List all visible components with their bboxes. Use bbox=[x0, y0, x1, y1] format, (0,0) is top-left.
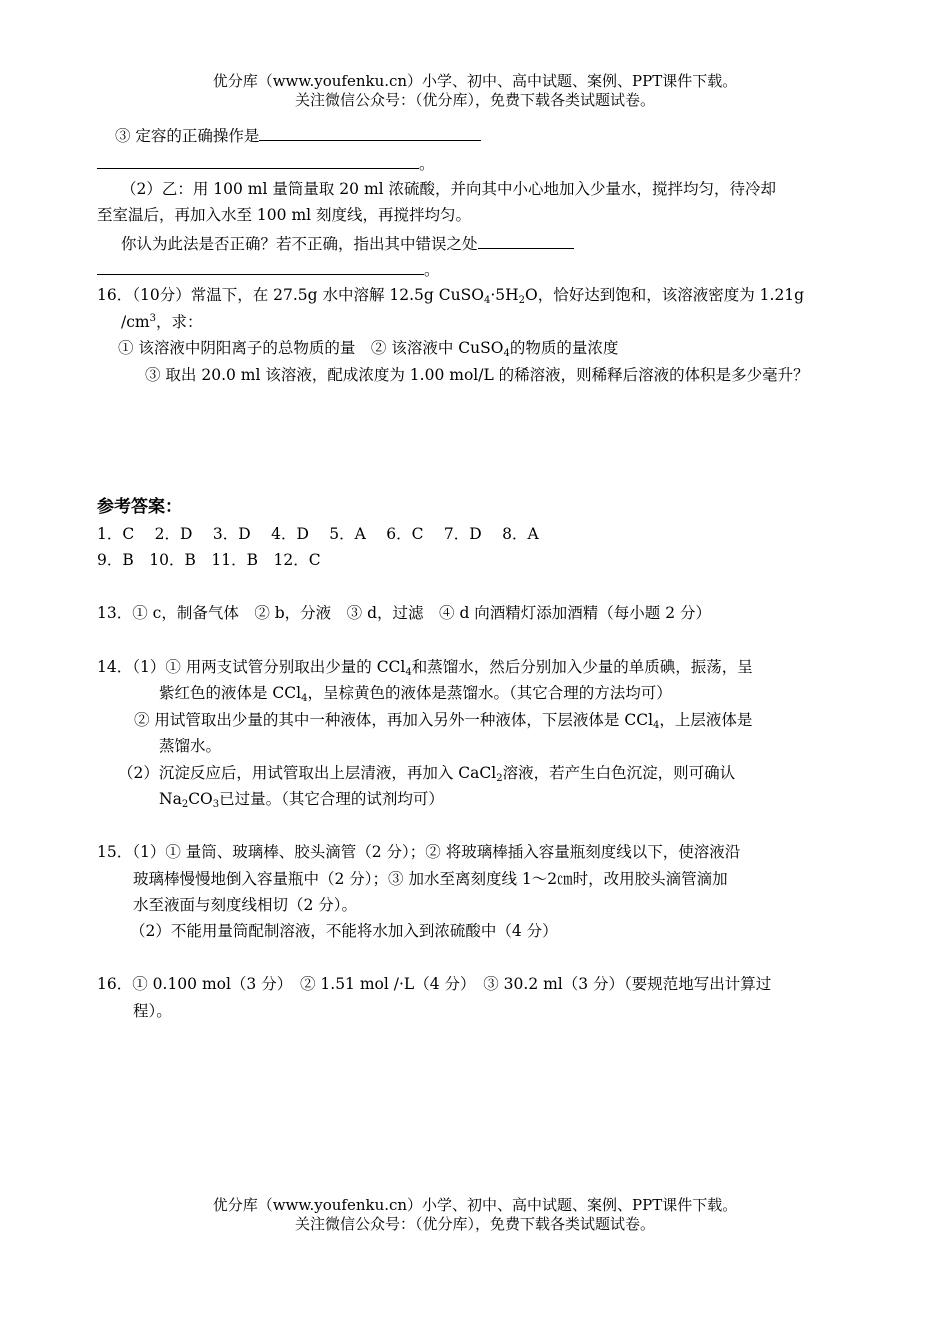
q15-2-ask bbox=[121, 232, 574, 255]
q16-text: ① 该溶液中阴阳离子的总物质的量 ② 该溶液中 CuSO bbox=[118, 339, 504, 357]
answer-text: 溶液，若产生白色沉淀，则可确认 bbox=[502, 764, 736, 782]
answer-14-line-3 bbox=[134, 709, 752, 731]
period: 。 bbox=[419, 155, 435, 173]
answer-14-line-2 bbox=[159, 682, 672, 704]
answer-text: ② 用试管取出少量的其中一种液体，再加入另外一种液体，下层液体是 CCl bbox=[134, 711, 654, 729]
answers-title: 参考答案： bbox=[97, 497, 182, 517]
q16-text: ，求： bbox=[155, 313, 203, 331]
q16-line-4: ③ 取出 20.0 ml 该溶液，配成浓度为 1.00 mol/L 的稀溶液，则稀释后溶液的体积是多少毫升？ bbox=[145, 366, 809, 384]
answer-14-line-5 bbox=[118, 762, 735, 784]
footer-line-2: 关注微信公众号：（优分库），免费下载各类试题试卷。 bbox=[294, 1215, 655, 1233]
answer-15-line-3: 水至液面与刻度线相切（2 分）。 bbox=[133, 896, 358, 914]
q16-text: /cm bbox=[121, 313, 150, 331]
answer-text: ，呈棕黄色的液体是蒸馏水。（其它合理的方法均可） bbox=[307, 684, 672, 702]
q16-text: ·5H bbox=[490, 286, 519, 304]
subscript: 3 bbox=[212, 799, 220, 810]
footer-line-1: 优分库（www.youfenku.cn）小学、初中、高中试题、案例、PPT课件下载。 bbox=[212, 1196, 738, 1214]
q15-2-line-2: 至室温后，再加入水至 100 ml 刻度线，再搅拌均匀。 bbox=[97, 206, 472, 224]
answer-15-line-4: （2）不能用量筒配制溶液，不能将水加入到浓硫酸中（4 分） bbox=[130, 922, 558, 940]
q15-3-text: ③ 定容的正确操作是 bbox=[115, 127, 260, 145]
subscript: 2 bbox=[181, 799, 189, 810]
q16-text: 16．（10分）常温下，在 27.5g 水中溶解 12.5g CuSO bbox=[97, 286, 484, 304]
q15-2-ask-line-2 bbox=[97, 258, 440, 281]
subscript: 4 bbox=[653, 720, 660, 731]
header-line-1: 优分库（www.youfenku.cn）小学、初中、高中试题、案例、PPT课件下载。 bbox=[212, 72, 738, 90]
answer-blank bbox=[97, 258, 424, 275]
answer-text: 紫红色的液体是 CCl bbox=[159, 684, 302, 702]
answer-text: ，上层液体是 bbox=[659, 711, 753, 729]
subscript: 4 bbox=[503, 348, 510, 359]
answer-13: 13．① c，制备气体 ② b，分液 ③ d，过滤 ④ d 向酒精灯添加酒精（每小题 2 分） bbox=[97, 604, 712, 622]
answer-14-line-6 bbox=[159, 788, 444, 810]
q15-3-line bbox=[115, 124, 481, 147]
answers-row-2: 9．B 10．B 11．B 12．C bbox=[97, 551, 321, 569]
answer-text: 14．（1）① 用两支试管分别取出少量的 CCl bbox=[97, 658, 406, 676]
answer-text: Na bbox=[159, 790, 182, 808]
answer-text: 和蒸馏水，然后分别加入少量的单质碘，振荡，呈 bbox=[411, 658, 753, 676]
q16-line-3 bbox=[118, 337, 618, 359]
q16-text: O，恰好达到饱和，该溶液密度为 1.21g bbox=[525, 286, 805, 304]
answer-16-line-1: 16．① 0.100 mol（3 分） ② 1.51 mol /·L（4 分） ③ 30.2 ml（3 分）（要规范地写出计算过 bbox=[97, 975, 772, 993]
q16-line-2 bbox=[121, 311, 203, 333]
subscript: 2 bbox=[518, 295, 526, 306]
answer-15-line-1: 15．（1）① 量筒、玻璃棒、胶头滴管（2 分）；② 将玻璃棒插入容量瓶刻度线以下，使溶液沿 bbox=[97, 843, 741, 861]
subscript: 4 bbox=[483, 295, 491, 306]
period: 。 bbox=[424, 261, 440, 279]
answer-blank bbox=[97, 152, 419, 169]
answer-text: CO bbox=[188, 790, 213, 808]
answer-text: 已过量。（其它合理的试剂均可） bbox=[219, 790, 444, 808]
q15-3-line-2 bbox=[97, 152, 435, 175]
subscript: 4 bbox=[301, 693, 308, 704]
subscript: 4 bbox=[405, 667, 412, 678]
answer-blank bbox=[478, 232, 574, 249]
answer-16-line-2: 程）。 bbox=[133, 1002, 172, 1020]
answer-text: （2）沉淀反应后，用试管取出上层清液，再加入 CaCl bbox=[118, 764, 497, 782]
header-line-2: 关注微信公众号：（优分库），免费下载各类试题试卷。 bbox=[294, 91, 655, 109]
answers-row-1: 1．C 2．D 3．D 4．D 5．A 6．C 7．D 8．A bbox=[97, 525, 539, 543]
q15-2-ask-text: 你认为此法是否正确？若不正确，指出其中错误之处 bbox=[121, 235, 478, 253]
q15-2-line-1: （2）乙：用 100 ml 量筒量取 20 ml 浓硫酸，并向其中小心地加入少量水，搅拌均匀，待冷却 bbox=[121, 180, 777, 198]
answer-15-line-2: 玻璃棒慢慢地倒入容量瓶中（2 分）；③ 加水至离刻度线 1～2㎝时，改用胶头滴管滴加 bbox=[133, 870, 728, 888]
answer-14-line-4: 蒸馏水。 bbox=[159, 737, 222, 755]
answer-14-line-1 bbox=[97, 656, 753, 678]
q16-text: 的物质的量浓度 bbox=[509, 339, 619, 357]
answer-blank bbox=[259, 124, 481, 141]
subscript: 2 bbox=[496, 773, 503, 784]
q16-line-1 bbox=[97, 284, 804, 306]
superscript: 3 bbox=[149, 313, 156, 324]
